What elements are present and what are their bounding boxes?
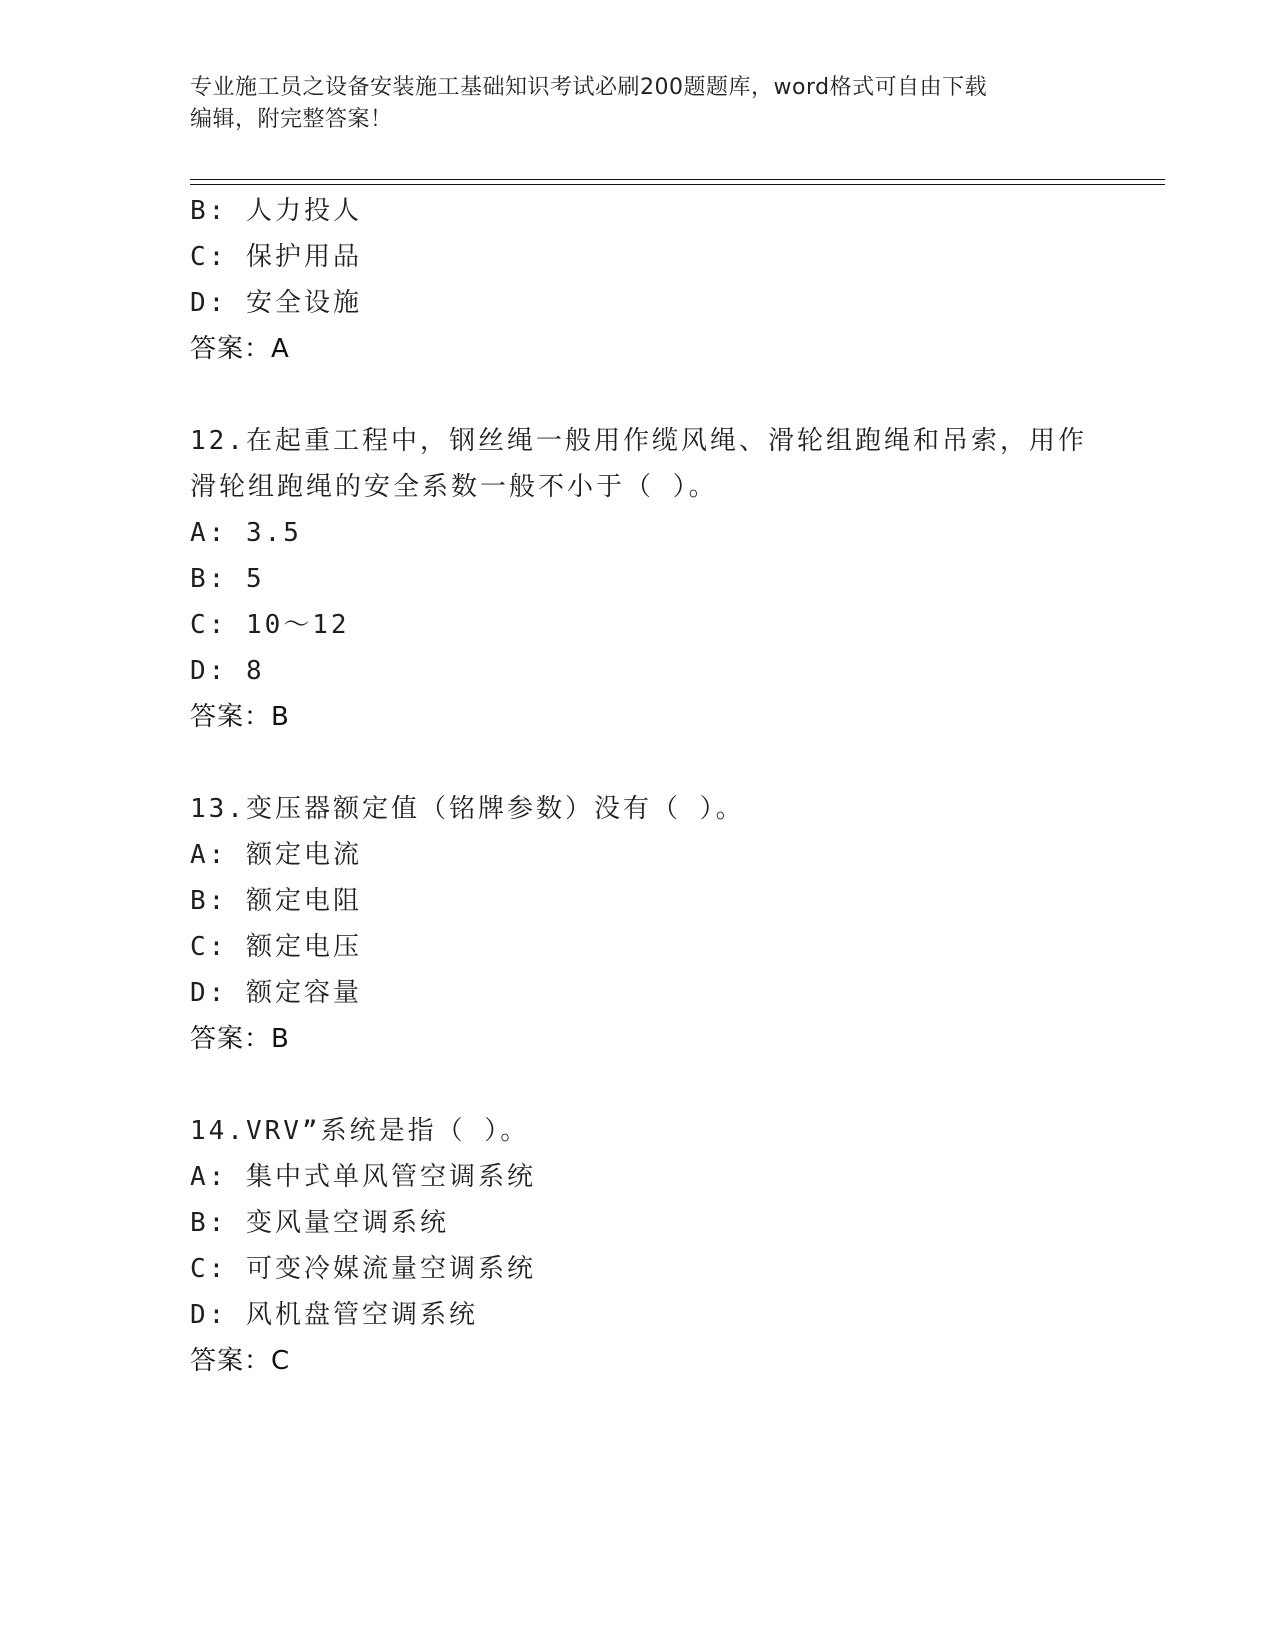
option-d: D: 额定容量 xyxy=(190,978,362,1008)
option-c: C: 可变冷媒流量空调系统 xyxy=(190,1254,536,1284)
option-d: D: 安全设施 xyxy=(190,288,362,318)
header-divider-top xyxy=(190,179,1165,180)
question-gap xyxy=(190,740,1110,786)
option-a: A: 额定电流 xyxy=(190,840,362,870)
answer-label: 答案：B xyxy=(190,1024,290,1054)
answer-label: 答案：B xyxy=(190,702,290,732)
option-c: C: 10～12 xyxy=(190,610,350,640)
question-list xyxy=(190,188,1110,1384)
question-stem-line: 14.VRV”系统是指（ ）。 xyxy=(190,1116,530,1146)
option-b: B: 变风量空调系统 xyxy=(190,1208,449,1238)
option-d: D: 8 xyxy=(190,656,265,686)
question-14 xyxy=(190,1108,1110,1384)
option-a: A: 3.5 xyxy=(190,518,302,548)
question-13 xyxy=(190,786,1110,1062)
option-c: C: 保护用品 xyxy=(190,242,362,272)
question-stem-line: 12.在起重工程中，钢丝绳一般用作缆风绳、滑轮组跑绳和吊索，用作 xyxy=(190,426,1087,456)
option-b: B: 人力投人 xyxy=(190,196,362,226)
question-stem-line: 滑轮组跑绳的安全系数一般不小于（ ）。 xyxy=(190,472,718,502)
header-line-2: 编辑，附完整答案！ xyxy=(190,107,393,132)
document-header xyxy=(190,72,1090,136)
option-a: A: 集中式单风管空调系统 xyxy=(190,1162,536,1192)
option-b: B: 5 xyxy=(190,564,265,594)
question-stem-line: 13.变压器额定值（铭牌参数）没有（ ）。 xyxy=(190,794,745,824)
question-gap xyxy=(190,372,1110,418)
question-gap xyxy=(190,1062,1110,1108)
option-b: B: 额定电阻 xyxy=(190,886,362,916)
question-11-partial xyxy=(190,188,1110,372)
option-c: C: 额定电压 xyxy=(190,932,362,962)
answer-label: 答案：A xyxy=(190,334,290,364)
header-line-1: 专业施工员之设备安装施工基础知识考试必刷200题题库，word格式可自由下载 xyxy=(190,75,988,100)
question-12 xyxy=(190,418,1110,740)
answer-label: 答案：C xyxy=(190,1346,291,1376)
header-divider-bottom xyxy=(190,184,1165,185)
option-d: D: 风机盘管空调系统 xyxy=(190,1300,478,1330)
